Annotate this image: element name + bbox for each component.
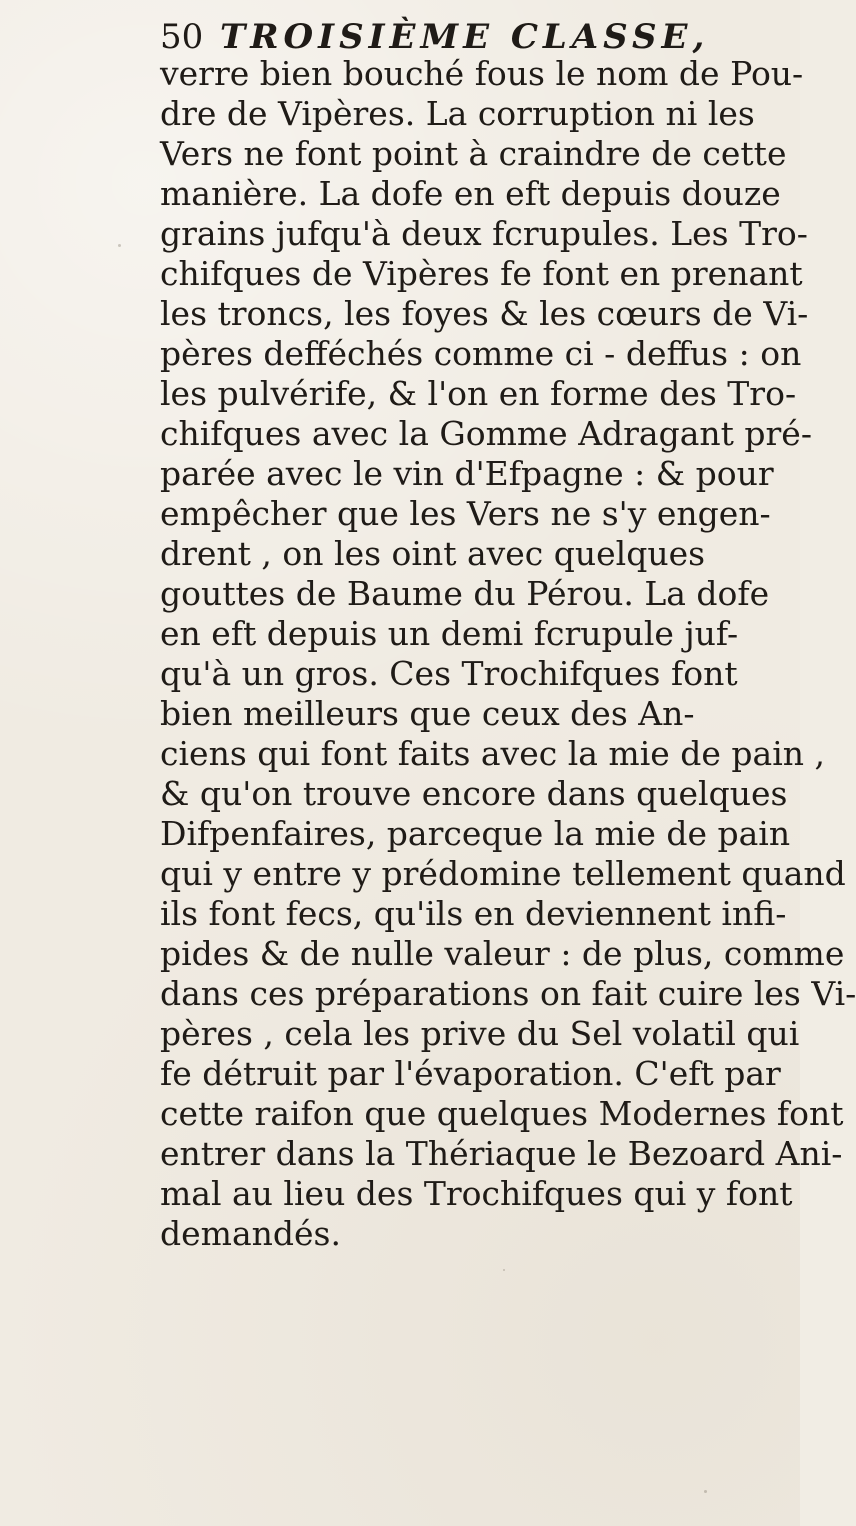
text-line: drent , on les oint avec quelques — [160, 534, 706, 573]
paper-speck — [784, 1108, 788, 1112]
text-line: entrer dans la Thériaque le Bezoard Ani- — [160, 1134, 843, 1173]
text-line: manière. La dofe en eft depuis douze — [160, 174, 781, 213]
text-line: dre de Vipères. La corruption ni les — [160, 94, 755, 133]
text-line: Difpenfaires, parceque la mie de pain — [160, 814, 791, 853]
text-line: & qu'on trouve encore dans quelques — [160, 774, 788, 813]
text-line: empêcher que les Vers ne s'y engen- — [160, 494, 771, 533]
text-line: en eft depuis un demi fcrupule juf- — [160, 614, 739, 653]
text-line: parée avec le vin d'Efpagne : & pour — [160, 454, 774, 493]
paper-speck — [503, 1269, 505, 1271]
body-text — [160, 54, 856, 1254]
text-line: ciens qui font faits avec la mie de pain , — [160, 734, 826, 773]
text-line: pères , cela les prive du Sel volatil qui — [160, 1014, 800, 1053]
text-line: Vers ne font point à craindre de cette — [160, 134, 787, 173]
text-line: chifques avec la Gomme Adragant pré- — [160, 414, 812, 453]
text-line: gouttes de Baume du Pérou. La dofe — [160, 574, 770, 613]
text-line: qui y entre y prédomine tellement quand — [160, 854, 846, 893]
running-head: TROISIÈME CLASSE, — [220, 17, 710, 57]
text-line: bien meilleurs que ceux des An- — [160, 694, 695, 733]
paper-speck — [118, 244, 121, 247]
text-line: pères defféchés comme ci - deffus : on — [160, 334, 802, 373]
text-line: les pulvérife, & l'on en forme des Tro- — [160, 374, 797, 413]
page-number: 50 — [160, 17, 204, 57]
text-line: chifques de Vipères fe font en prenant — [160, 254, 803, 293]
text-line: demandés. — [160, 1214, 341, 1253]
text-line: cette raifon que quelques Modernes font — [160, 1094, 844, 1133]
text-line: ils font fecs, qu'ils en deviennent infi- — [160, 894, 787, 933]
text-line: grains jufqu'à deux fcrupules. Les Tro- — [160, 214, 808, 253]
text-line: fe détruit par l'évaporation. C'eft par — [160, 1054, 781, 1093]
text-line: verre bien bouché fous le nom de Pou- — [160, 54, 804, 93]
text-line: dans ces préparations on fait cuire les Vi- — [160, 974, 856, 1013]
text-line: les troncs, les foyes & les cœurs de Vi- — [160, 294, 809, 333]
text-line: qu'à un gros. Ces Trochifques font — [160, 654, 738, 693]
text-line: pides & de nulle valeur : de plus, comme — [160, 934, 845, 973]
paper-speck — [704, 1490, 707, 1493]
text-line: mal au lieu des Trochifques qui y font — [160, 1174, 793, 1213]
